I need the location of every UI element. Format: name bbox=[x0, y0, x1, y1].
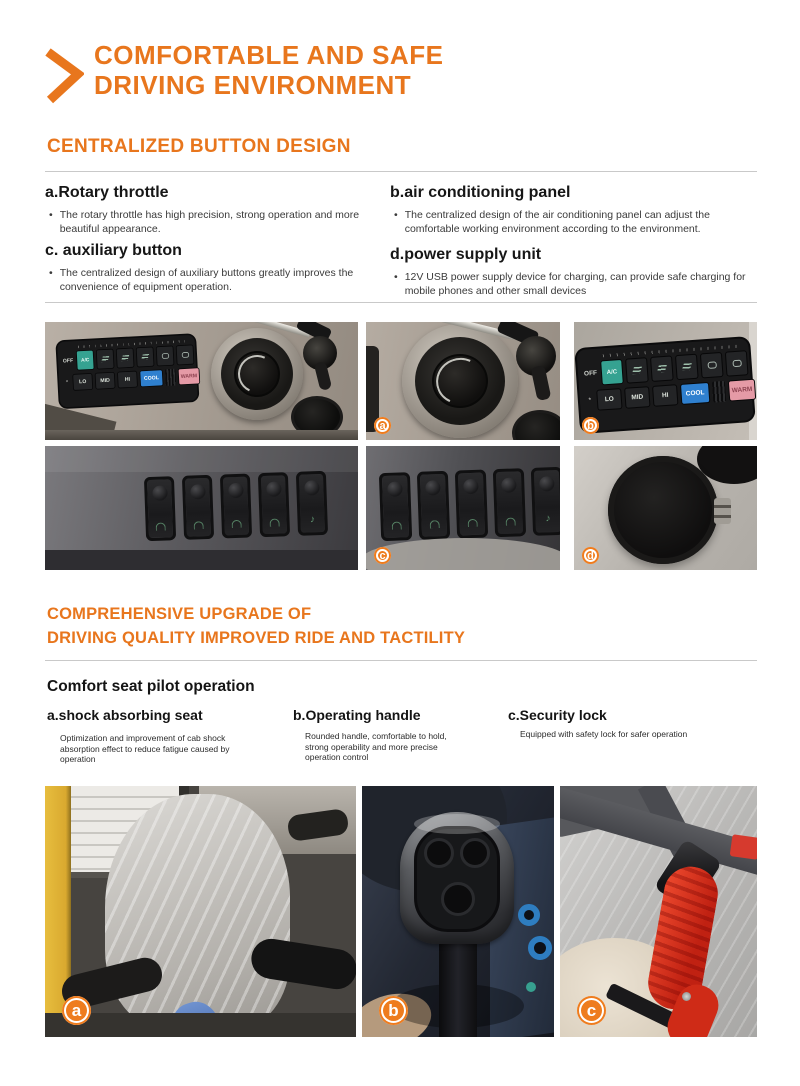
outlet-cover-tab bbox=[714, 498, 731, 524]
feature-rotary-throttle bbox=[45, 184, 367, 236]
photo-auxiliary-switches-closeup bbox=[366, 446, 560, 570]
label-letter: a bbox=[379, 419, 386, 432]
photo-power-outlet bbox=[574, 446, 757, 570]
divider bbox=[45, 660, 757, 661]
page-title bbox=[94, 40, 443, 100]
vent-icon bbox=[141, 354, 149, 360]
fresh-air-button bbox=[176, 344, 195, 365]
recirculation-button bbox=[700, 352, 724, 378]
feature-air-conditioning-panel bbox=[390, 184, 762, 236]
switch-thumb bbox=[539, 476, 555, 492]
off-label: OFF bbox=[583, 369, 598, 378]
vent-button bbox=[625, 357, 649, 383]
switch-thumb bbox=[425, 480, 441, 496]
ac-control-panel bbox=[576, 338, 753, 432]
cool-button: COOL bbox=[139, 369, 163, 387]
section1-title: CENTRALIZED BUTTON DESIGN bbox=[47, 136, 351, 157]
ac-button: A/C bbox=[76, 350, 95, 371]
divider bbox=[45, 171, 757, 172]
handle-button bbox=[441, 882, 475, 916]
photo-label-b bbox=[379, 996, 408, 1025]
rocker-switch bbox=[379, 472, 412, 541]
indicator-ring bbox=[528, 936, 552, 960]
handle-highlight bbox=[414, 814, 500, 834]
vent-button bbox=[96, 349, 115, 370]
switch-thumb bbox=[463, 479, 479, 495]
trio-desc-operating-handle: Rounded handle, comfortable to hold, strong operability and more precise operation control bbox=[305, 731, 447, 762]
fresh-air-button bbox=[725, 350, 749, 376]
feature-bullet bbox=[45, 266, 367, 294]
rocker-switch-music bbox=[531, 467, 560, 536]
photo-operating-handle bbox=[362, 786, 554, 1037]
lever-screw bbox=[682, 992, 691, 1001]
vent-button bbox=[116, 348, 135, 369]
power-outlet-cover bbox=[608, 456, 718, 564]
feature-bullet-text: The centralized design of auxiliary buttons greatly improves the convenience of equipment operation. bbox=[59, 267, 354, 293]
trio-heading-shock-absorbing-seat: a.shock absorbing seat bbox=[47, 707, 203, 723]
temp-dial-grill bbox=[165, 369, 176, 386]
divider bbox=[45, 302, 757, 303]
vent-icon bbox=[632, 367, 642, 375]
mid-button: MID bbox=[95, 372, 116, 390]
photo-shock-absorbing-seat bbox=[45, 786, 356, 1037]
feature-bullet-text: The centralized design of the air conditioning panel can adjust the comfortable working environment according to the environment. bbox=[404, 209, 710, 235]
ac-button: A/C bbox=[600, 359, 624, 385]
switch-thumb bbox=[228, 483, 244, 499]
photo-label-c bbox=[577, 996, 606, 1025]
vent-button bbox=[136, 347, 155, 368]
snow-mark: * bbox=[588, 397, 592, 405]
photo-label-d bbox=[582, 547, 599, 564]
rotary-throttle-dial bbox=[402, 324, 518, 438]
feature-bullet-text: The rotary throttle has high precision, strong operation and more beautiful appearance. bbox=[59, 209, 360, 235]
temp-dial-grill bbox=[712, 381, 726, 403]
recirculation-icon bbox=[161, 353, 168, 359]
chevron-icon bbox=[44, 44, 84, 104]
recirculation-button bbox=[156, 346, 175, 367]
feature-heading: d.power supply unit bbox=[390, 246, 542, 263]
dashboard-front-edge bbox=[45, 430, 358, 440]
section2-subtitle: Comfort seat pilot operation bbox=[47, 678, 255, 695]
page-title-line1: COMFORTABLE AND SAFE bbox=[94, 40, 444, 70]
switch-thumb bbox=[501, 477, 517, 493]
rocker-switch bbox=[182, 475, 214, 540]
rocker-switch bbox=[220, 473, 252, 538]
label-letter: b bbox=[388, 1000, 399, 1020]
vent-icon bbox=[101, 356, 109, 362]
label-letter: c bbox=[379, 549, 386, 562]
power-socket bbox=[512, 410, 560, 440]
cool-button: COOL bbox=[680, 382, 710, 405]
hi-button: HI bbox=[117, 371, 138, 389]
armrest-highlight bbox=[45, 446, 358, 472]
bullet-dot: • bbox=[49, 209, 53, 221]
page-title-line2: DRIVING ENVIRONMENT bbox=[94, 70, 412, 100]
vent-icon bbox=[682, 363, 692, 371]
label-letter: a bbox=[71, 1000, 82, 1020]
photo-auxiliary-switches bbox=[45, 446, 358, 570]
photo-label-b bbox=[582, 417, 599, 434]
photo-label-a bbox=[62, 996, 91, 1025]
rocker-switch bbox=[144, 476, 176, 541]
feature-bullet-text: 12V USB power supply device for charging, can provide safe charging for mobile phones and other small devices bbox=[404, 271, 746, 297]
feature-heading: a.Rotary throttle bbox=[45, 184, 169, 201]
snow-mark: * bbox=[65, 379, 69, 386]
feature-power-supply-unit bbox=[390, 246, 762, 298]
rocker-switch-row bbox=[379, 467, 560, 541]
lo-button: LO bbox=[596, 388, 622, 411]
section2-title-line2: DRIVING QUALITY IMPROVED RIDE AND TACTILITY bbox=[47, 629, 466, 647]
rotary-throttle-dial bbox=[211, 328, 303, 420]
switch-thumb bbox=[304, 480, 320, 496]
trio-heading-security-lock: c.Security lock bbox=[508, 707, 607, 723]
switch-function-icon bbox=[269, 518, 279, 526]
section2-title-line1: COMPREHENSIVE UPGRADE OF bbox=[47, 605, 312, 623]
switch-function-icon bbox=[156, 522, 166, 530]
switch-function-icon bbox=[467, 519, 477, 527]
armrest-lower-edge bbox=[45, 550, 358, 570]
photo-label-c bbox=[374, 547, 391, 564]
handle-button bbox=[460, 838, 490, 868]
warm-button: WARM bbox=[178, 367, 200, 385]
label-letter: c bbox=[586, 1000, 597, 1020]
recirculation-icon bbox=[707, 361, 716, 369]
hi-button: HI bbox=[652, 384, 678, 407]
ac-panel-row1 bbox=[62, 345, 191, 372]
rocker-switch bbox=[417, 471, 450, 540]
feature-bullet bbox=[390, 208, 762, 236]
indicator-dot bbox=[526, 982, 536, 992]
handle-stem bbox=[439, 936, 477, 1037]
warm-button: WARM bbox=[728, 379, 756, 402]
plastic-wrap bbox=[366, 538, 560, 570]
rocker-switch-row bbox=[144, 471, 328, 541]
feature-bullet bbox=[390, 270, 762, 298]
trio-desc-security-lock: Equipped with safety lock for safer operation bbox=[520, 729, 688, 739]
switch-function-icon bbox=[505, 517, 515, 525]
feature-auxiliary-button bbox=[45, 242, 367, 294]
photo-security-lock bbox=[560, 786, 757, 1037]
trio-heading-operating-handle: b.Operating handle bbox=[293, 707, 421, 723]
switch-function-icon bbox=[231, 520, 241, 528]
vent-icon bbox=[657, 365, 667, 373]
rocker-switch bbox=[455, 469, 488, 538]
bullet-dot: • bbox=[49, 267, 53, 279]
vent-icon bbox=[121, 355, 129, 361]
bullet-dot: • bbox=[394, 271, 398, 283]
ac-panel-row2 bbox=[64, 368, 198, 391]
ac-control-panel bbox=[57, 335, 198, 408]
section2-title bbox=[47, 602, 465, 650]
photo-dashboard-overview bbox=[45, 322, 358, 440]
fresh-air-icon bbox=[181, 352, 188, 358]
switch-thumb bbox=[387, 481, 403, 497]
rocker-switch bbox=[493, 468, 526, 537]
bullet-dot: • bbox=[394, 209, 398, 221]
switch-function-icon bbox=[429, 520, 439, 528]
feature-bullet bbox=[45, 208, 367, 236]
switch-thumb bbox=[152, 485, 168, 501]
photo-label-a bbox=[374, 417, 391, 434]
switch-thumb bbox=[266, 481, 282, 497]
ac-panel-small bbox=[57, 342, 197, 412]
vent-button bbox=[650, 355, 674, 381]
cab-floor bbox=[45, 1013, 356, 1037]
handle-button bbox=[424, 838, 454, 868]
music-note-icon: ♪ bbox=[309, 514, 316, 526]
switch-function-icon bbox=[391, 521, 401, 529]
handle-button-face bbox=[414, 826, 500, 932]
music-note-icon: ♪ bbox=[545, 513, 551, 525]
rocker-switch-music bbox=[296, 471, 328, 536]
feature-heading: c. auxiliary button bbox=[45, 242, 182, 259]
trio-desc-shock-absorbing-seat: Optimization and improvement of cab shock absorption effect to reduce fatigue caused by operation bbox=[60, 733, 230, 764]
photo-ac-panel-closeup bbox=[574, 322, 757, 440]
switch-function-icon bbox=[194, 521, 204, 529]
red-release-button bbox=[730, 834, 757, 860]
mid-button: MID bbox=[624, 386, 650, 409]
label-letter: d bbox=[587, 549, 594, 562]
fresh-air-icon bbox=[732, 360, 741, 368]
switch-thumb bbox=[190, 484, 206, 500]
feature-heading: b.air conditioning panel bbox=[390, 184, 571, 201]
photo-rotary-throttle-closeup bbox=[366, 322, 560, 440]
rocker-switch bbox=[258, 472, 290, 537]
indicator-ring bbox=[518, 904, 540, 926]
vent-button bbox=[675, 354, 699, 380]
label-letter: b bbox=[587, 419, 594, 432]
lo-button: LO bbox=[72, 373, 93, 391]
off-label: OFF bbox=[62, 357, 74, 365]
